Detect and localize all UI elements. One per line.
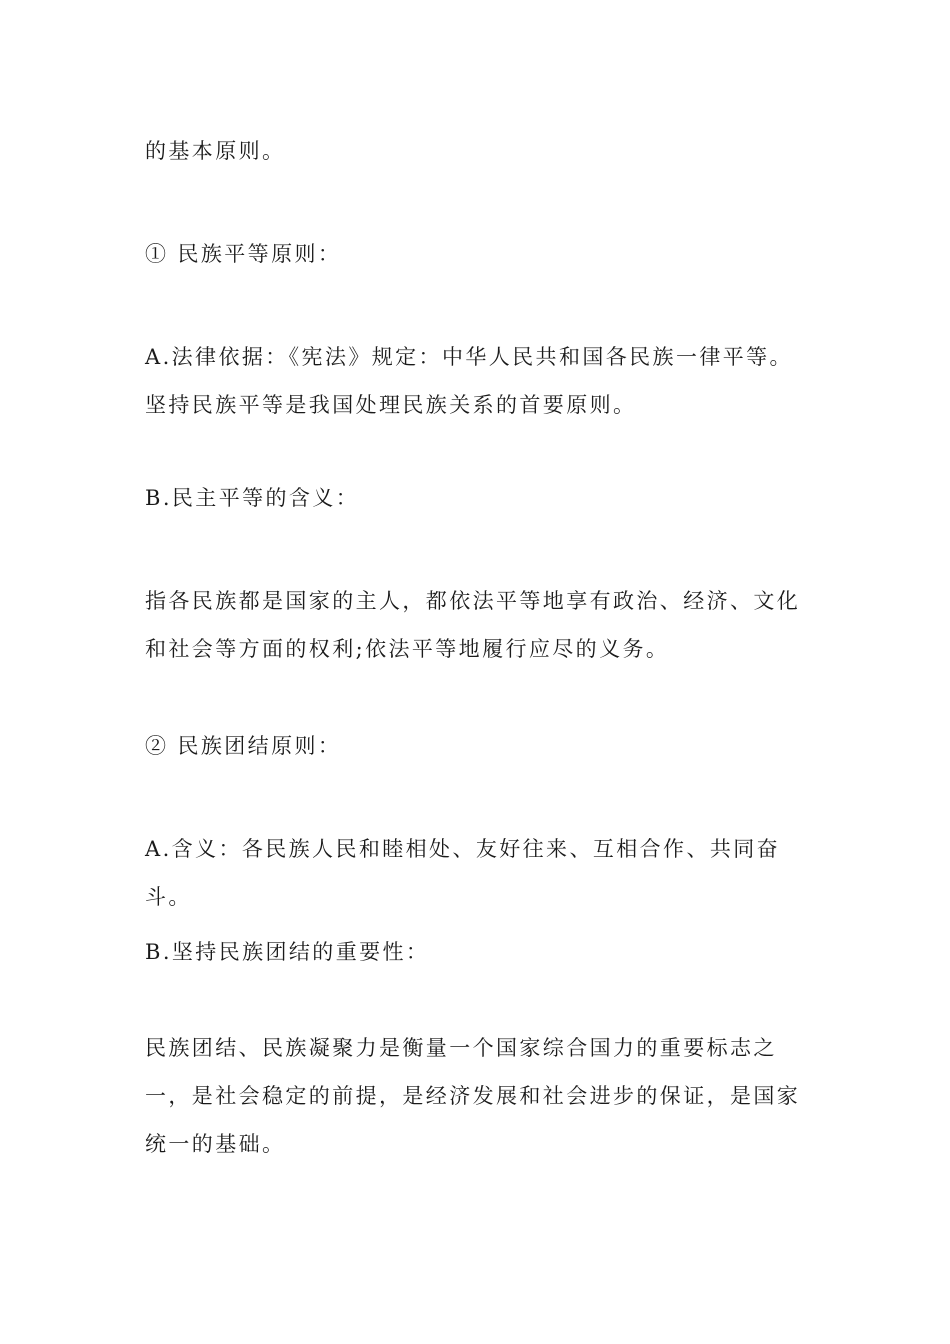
paragraph-continuation: 的基本原则。 <box>145 139 286 163</box>
paragraph-unity-meaning: A.含义：各民族人民和睦相处、友好往来、互相合作、共同奋斗。 <box>145 837 781 909</box>
heading-ethnic-equality: ① 民族平等原则： <box>145 242 342 266</box>
paragraph-equality-meaning: 指各民族都是国家的主人，都依法平等地享有政治、经济、文化和社会等方面的权利;依法平等地履行应尽的义务。 <box>145 589 801 661</box>
paragraph-legal-basis: A.法律依据：《宪法》规定：中华人民共和国各民族一律平等。坚持民族平等是我国处理民族关系的首要原则。 <box>145 345 793 417</box>
heading-unity-importance: B.坚持民族团结的重要性： <box>145 940 430 964</box>
heading-equality-meaning: B.民主平等的含义： <box>145 486 360 510</box>
heading-ethnic-unity: ② 民族团结原则： <box>145 734 342 758</box>
paragraph-unity-importance: 民族团结、民族凝聚力是衡量一个国家综合国力的重要标志之一，是社会稳定的前提，是经济发展和社会进步的保证，是国家统一的基础。 <box>145 1036 801 1156</box>
